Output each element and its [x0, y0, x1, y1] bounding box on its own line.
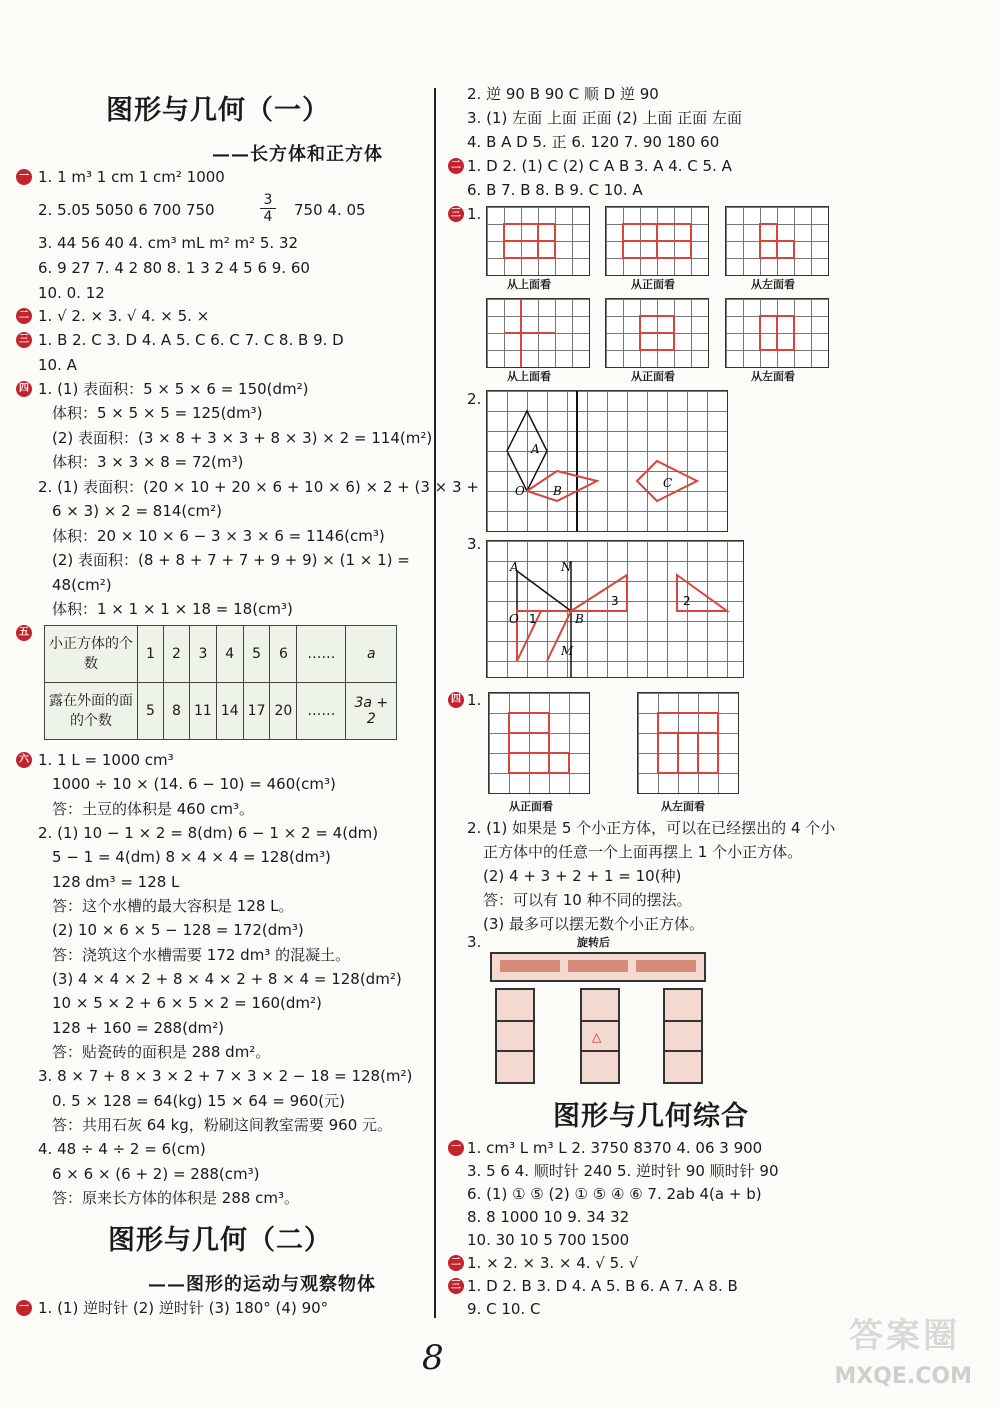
table-cell: 3a + 2 [346, 683, 397, 740]
table-cell: a [346, 626, 397, 683]
view-caption: 从上面看 [507, 278, 551, 291]
point-label: M [561, 644, 574, 658]
answer-line: 2. 5.05 5050 6 700 750 [38, 201, 215, 219]
table-row [45, 626, 397, 683]
answer-line: 3. 5 6 4. 顺时针 240 5. 逆时针 90 顺时针 90 [467, 1162, 779, 1180]
table-cell: 8 [164, 683, 190, 740]
table-cell: 4 [216, 626, 243, 683]
answer-line: 1. 1 m³ 1 cm 1 cm² 1000 [38, 168, 225, 186]
view-grid [486, 298, 590, 368]
answer-line: 4. 48 ÷ 4 ÷ 2 = 6(cm) [38, 1140, 206, 1158]
answer-line: 3. [467, 535, 482, 553]
badge-3r: 三 [448, 206, 464, 222]
answer-line: 6 × 6 × (6 + 2) = 288(cm³) [52, 1165, 260, 1183]
answer-line: 2. (1) 如果是 5 个小正方体，可以在已经摆出的 4 个小 [467, 819, 836, 837]
badge-4r: 四 [448, 692, 464, 708]
answer-line: 1. (1) 逆时针 (2) 逆时针 (3) 180° (4) 90° [38, 1299, 329, 1317]
point-label: A [510, 560, 519, 574]
badge-2: 二 [16, 308, 32, 324]
table-row [45, 683, 397, 740]
section-title-3: 图形与几何综合 [553, 1101, 749, 1132]
section-subtitle-1: ——长方体和正方体 [212, 144, 383, 165]
cabinet-middle [580, 988, 620, 1084]
badge-5: 五 [16, 625, 32, 641]
cabinet-right [663, 988, 703, 1084]
answer-line: 答：贴瓷砖的面积是 288 dm²。 [52, 1043, 271, 1061]
answer-line: 2. [467, 390, 482, 408]
answer-line: 答：这个水槽的最大容积是 128 L。 [52, 897, 294, 915]
answer-line: 750 4. 05 [294, 201, 366, 219]
page-number: 8 [422, 1338, 444, 1378]
answer-line: 1. [467, 205, 482, 223]
table-cell: 1 [138, 626, 164, 683]
view-grid [605, 298, 709, 368]
view-shape [489, 693, 589, 793]
answer-line: 3. [467, 933, 482, 951]
transform-figure [487, 391, 727, 531]
answer-line: (3) 最多可以摆无数个小正方体。 [483, 915, 705, 933]
section-title-1: 图形与几何（一） [106, 95, 330, 126]
view-shape [726, 299, 828, 367]
answer-line: 1. (1) 表面积：5 × 5 × 6 = 150(dm²) [38, 380, 309, 398]
table-cell: 5 [138, 683, 164, 740]
point-label: N [561, 560, 572, 574]
shape-label: 1 [529, 612, 537, 626]
answer-line: 答：土豆的体积是 460 cm³。 [52, 800, 255, 818]
point-label: O [515, 484, 525, 498]
fraction [260, 192, 276, 225]
answer-line: 2. (1) 表面积：(20 × 10 + 20 × 6 + 10 × 6) × 2 + (3 × 3 + [38, 478, 479, 496]
table-cell: 6 [270, 626, 297, 683]
answer-line: 9. C 10. C [467, 1300, 541, 1318]
view-shape [606, 299, 708, 367]
view-caption: 从正面看 [509, 800, 553, 813]
answer-line: 10 × 5 × 2 + 6 × 5 × 2 = 160(dm²) [52, 994, 322, 1012]
answer-line: 正方体中的任意一个上面再摆上 1 个小正方体。 [483, 843, 803, 861]
answer-line: 6. 9 27 7. 4 2 80 8. 1 3 2 4 5 6 9. 60 [38, 259, 310, 277]
view-shape [726, 207, 828, 275]
table-cell: 5 [243, 626, 270, 683]
column-divider [434, 88, 436, 1318]
fraction-denominator: 4 [260, 208, 276, 225]
table-header: 露在外面的面的个数 [45, 683, 138, 740]
table-cell: 3 [190, 626, 217, 683]
cube-count-table [44, 625, 397, 740]
view-shape [638, 693, 738, 793]
answer-line: 6. (1) ① ⑤ (2) ① ⑤ ④ ⑥ 7. 2ab 4(a + b) [467, 1185, 762, 1203]
answer-line: 10. 0. 12 [38, 284, 105, 302]
answer-line: (2) 表面积：(3 × 8 + 3 × 3 + 8 × 3) × 2 = 114(m²) [52, 429, 433, 447]
cabinet-left [495, 988, 535, 1084]
view-grid [488, 692, 590, 794]
answer-line: 4. B A D 5. 正 6. 120 7. 90 180 60 [467, 133, 720, 151]
badge-2r: 二 [448, 158, 464, 174]
table-cell: 20 [270, 683, 297, 740]
answer-line: 128 dm³ = 128 L [52, 873, 180, 891]
badge-1: 一 [16, 169, 32, 185]
answer-line: 体积：20 × 10 × 6 − 3 × 3 × 6 = 1146(cm³) [52, 527, 385, 545]
view-caption: 从左面看 [661, 800, 705, 813]
answer-line: 3. 8 × 7 + 8 × 3 × 2 + 7 × 3 × 2 − 18 = 128(m²) [38, 1067, 413, 1085]
answer-line: 体积：5 × 5 × 5 = 125(dm³) [52, 404, 263, 422]
view-shape [487, 207, 589, 275]
answer-line: 6 × 3) × 2 = 814(cm²) [52, 502, 223, 520]
badge-3: 三 [16, 332, 32, 348]
answer-line: 2. 逆 90 B 90 C 顺 D 逆 90 [467, 85, 659, 103]
view-caption: 从左面看 [751, 370, 795, 383]
answer-line: 答：可以有 10 种不同的摆法。 [483, 891, 692, 909]
answer-line: 1. B 2. C 3. D 4. A 5. C 6. C 7. C 8. B 9. D [38, 331, 344, 349]
table-cell: 17 [243, 683, 270, 740]
section-title-2: 图形与几何（二） [108, 1225, 332, 1256]
answer-line: (2) 10 × 6 × 5 − 128 = 172(dm³) [52, 921, 304, 939]
view-grid [637, 692, 739, 794]
answer-line: (3) 4 × 4 × 2 + 8 × 4 × 2 + 8 × 4 = 128(dm²) [52, 970, 402, 988]
view-shape [487, 299, 589, 367]
badge-1r: 一 [448, 1140, 464, 1156]
table-cell: …… [297, 626, 346, 683]
answer-line: 答：浇筑这个水槽需要 172 dm³ 的混凝土。 [52, 946, 351, 964]
badge-2r2: 二 [448, 1255, 464, 1271]
answer-line: 体积：3 × 3 × 8 = 72(m³) [52, 453, 244, 471]
answer-line: 128 + 160 = 288(dm²) [52, 1019, 224, 1037]
table-cell: 14 [216, 683, 243, 740]
transform-grid-1 [486, 390, 728, 532]
fraction-numerator: 3 [263, 192, 273, 208]
answer-line: 5 − 1 = 4(dm) 8 × 4 × 4 = 128(dm³) [52, 848, 331, 866]
answer-line: 1. [467, 691, 482, 709]
view-caption: 从正面看 [631, 370, 675, 383]
table-cell: 11 [190, 683, 217, 740]
answer-line: 0. 5 × 128 = 64(kg) 15 × 64 = 960(元) [52, 1092, 345, 1110]
answer-line: (2) 表面积：(8 + 8 + 7 + 7 + 9 + 9) × (1 × 1) = [52, 551, 410, 569]
watermark-url: MXQE.COM [834, 1364, 972, 1389]
table-header: 小正方体的个数 [45, 626, 138, 683]
shape-label: 2 [683, 594, 691, 608]
point-label: O [509, 612, 519, 626]
watermark-logo: 答案圈 [849, 1316, 960, 1356]
answer-line: 6. B 7. B 8. B 9. C 10. A [467, 181, 643, 199]
transform-figure [487, 541, 743, 677]
shape-label: 3 [611, 594, 619, 608]
answer-line: 3. (1) 左面 上面 正面 (2) 上面 正面 左面 [467, 109, 742, 127]
point-label: C [663, 476, 673, 490]
table-cell: …… [297, 683, 346, 740]
badge-6: 六 [16, 752, 32, 768]
view-grid [486, 206, 590, 276]
answer-line: 1. cm³ L m³ L 2. 3750 8370 4. 06 3 900 [467, 1139, 763, 1157]
view-grid [725, 298, 829, 368]
view-grid [605, 206, 709, 276]
answer-line: 1. √ 2. × 3. √ 4. × 5. × [38, 307, 210, 325]
point-label: A [531, 442, 540, 456]
point-label: B [575, 612, 584, 626]
answer-line: 1000 ÷ 10 × (14. 6 − 10) = 460(cm³) [52, 775, 336, 793]
badge-3r2: 三 [448, 1278, 464, 1294]
answer-line: 10. 30 10 5 700 1500 [467, 1231, 630, 1249]
answer-line: (2) 4 + 3 + 2 + 1 = 10(种) [483, 867, 682, 885]
section-subtitle-2: ——图形的运动与观察物体 [148, 1274, 376, 1295]
view-grid [725, 206, 829, 276]
table-cell: 2 [164, 626, 190, 683]
answer-line: 3. 44 56 40 4. cm³ mL m² m² 5. 32 [38, 234, 299, 252]
cabinet-top [490, 952, 706, 982]
badge-4: 四 [16, 381, 32, 397]
badge-1b: 一 [16, 1300, 32, 1316]
point-label: B [553, 484, 562, 498]
view-caption: 从正面看 [631, 278, 675, 291]
answer-line: 2. (1) 10 − 1 × 2 = 8(dm) 6 − 1 × 2 = 4(dm) [38, 824, 379, 842]
answer-line: 10. A [38, 356, 77, 374]
view-caption: 从左面看 [751, 278, 795, 291]
view-caption: 从上面看 [507, 370, 551, 383]
answer-line: 体积：1 × 1 × 1 × 18 = 18(cm³) [52, 600, 293, 618]
answer-line: 8. 8 1000 10 9. 34 32 [467, 1208, 630, 1226]
answer-line: 1. × 2. × 3. × 4. √ 5. √ [467, 1254, 639, 1272]
rotate-caption: 旋转后 [577, 936, 610, 949]
transform-grid-2 [486, 540, 744, 678]
answer-line: 1. D 2. (1) C (2) C A B 3. A 4. C 5. A [467, 157, 732, 175]
answer-line: 答：原来长方体的体积是 288 cm³。 [52, 1189, 300, 1207]
answer-line: 1. D 2. B 3. D 4. A 5. B 6. A 7. A 8. B [467, 1277, 738, 1295]
view-shape [606, 207, 708, 275]
answer-line: 答：共用石灰 64 kg，粉刷这间教室需要 960 元。 [52, 1116, 392, 1134]
triangle-icon: △ [592, 1030, 602, 1044]
answer-line: 1. 1 L = 1000 cm³ [38, 751, 174, 769]
answer-line: 48(cm²) [52, 576, 112, 594]
